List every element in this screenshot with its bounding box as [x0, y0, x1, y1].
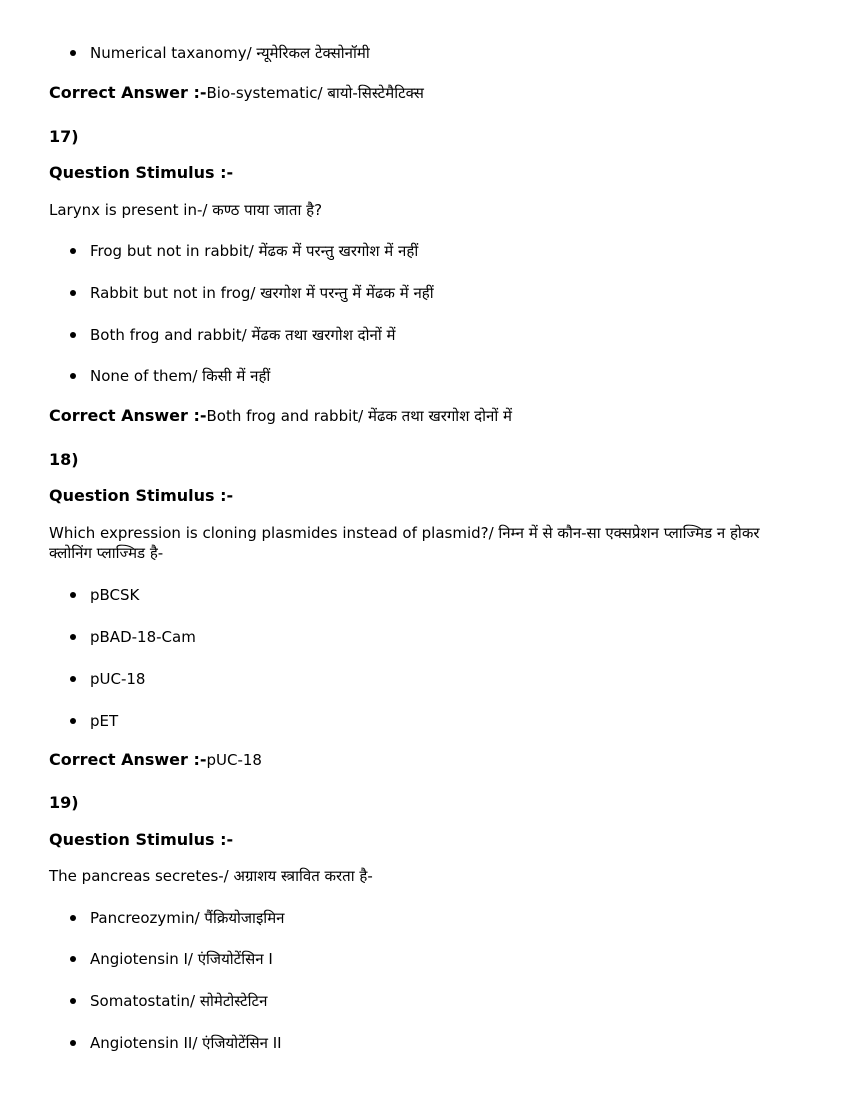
q19-stimulus-label: Question Stimulus :- — [49, 830, 234, 849]
bullet-icon — [70, 634, 76, 640]
q17-option-1: Frog but not in rabbit/ मेंढक में परन्तु खरगोश में नहीं — [90, 242, 419, 260]
answer-label: Correct Answer :- — [49, 83, 207, 102]
bullet-icon — [70, 332, 76, 338]
bullet-icon — [70, 50, 76, 56]
q16-correct-answer — [49, 83, 424, 103]
q17-number: 17) — [49, 127, 79, 146]
q17-option-4: None of them/ किसी में नहीं — [90, 367, 271, 385]
q19-question-text: The pancreas secretes-/ अग्राशय स्त्रावित करता है- — [49, 867, 373, 885]
q17-correct-answer — [49, 406, 512, 426]
q17-stimulus-label: Question Stimulus :- — [49, 163, 234, 182]
bullet-icon — [70, 956, 76, 962]
bullet-icon — [70, 676, 76, 682]
answer-text: Both frog and rabbit/ मेंढक तथा खरगोश दोनों में — [206, 407, 512, 425]
bullet-icon — [70, 1040, 76, 1046]
bullet-icon — [70, 290, 76, 296]
q18-question-text: Which expression is cloning plasmides instead of plasmid?/ निम्न में से कौन-सा एक्सप्रेशन प्लाज्मिड न होकर क्लोनिंग प्लाज्मिड है- — [49, 524, 760, 562]
answer-text: Bio-systematic/ बायो-सिस्टेमैटिक्स — [206, 84, 424, 102]
q19-number: 19) — [49, 793, 79, 812]
q19-option-1: Pancreozymin/ पैंक्रियोजाइमिन — [90, 909, 285, 927]
answer-text: pUC-18 — [206, 751, 262, 769]
q17-option-2: Rabbit but not in frog/ खरगोश में परन्तु में मेंढक में नहीं — [90, 284, 434, 302]
q18-correct-answer — [49, 750, 262, 770]
answer-label: Correct Answer :- — [49, 750, 207, 769]
q18-option-4: pET — [90, 712, 119, 730]
q17-question-text: Larynx is present in-/ कण्ठ पाया जाता है? — [49, 201, 323, 219]
q17-option-3: Both frog and rabbit/ मेंढक तथा खरगोश दोनों में — [90, 326, 396, 344]
bullet-icon — [70, 248, 76, 254]
bullet-icon — [70, 373, 76, 379]
q19-option-2: Angiotensin I/ एंजियोटेंसिन I — [90, 950, 273, 968]
q18-option-2: pBAD-18-Cam — [90, 628, 196, 646]
bullet-icon — [70, 998, 76, 1004]
answer-label: Correct Answer :- — [49, 406, 207, 425]
bullet-icon — [70, 915, 76, 921]
q19-option-4: Angiotensin II/ एंजियोटेंसिन II — [90, 1034, 282, 1052]
q18-number: 18) — [49, 450, 79, 469]
bullet-icon — [70, 592, 76, 598]
q18-stimulus-label: Question Stimulus :- — [49, 486, 234, 505]
q16-option-4: Numerical taxanomy/ न्यूमेरिकल टेक्सोनॉमी — [90, 44, 370, 62]
q18-option-3: pUC-18 — [90, 670, 146, 688]
q19-option-3: Somatostatin/ सोमेटोस्टेटिन — [90, 992, 268, 1010]
q18-option-1: pBCSK — [90, 586, 140, 604]
bullet-icon — [70, 718, 76, 724]
